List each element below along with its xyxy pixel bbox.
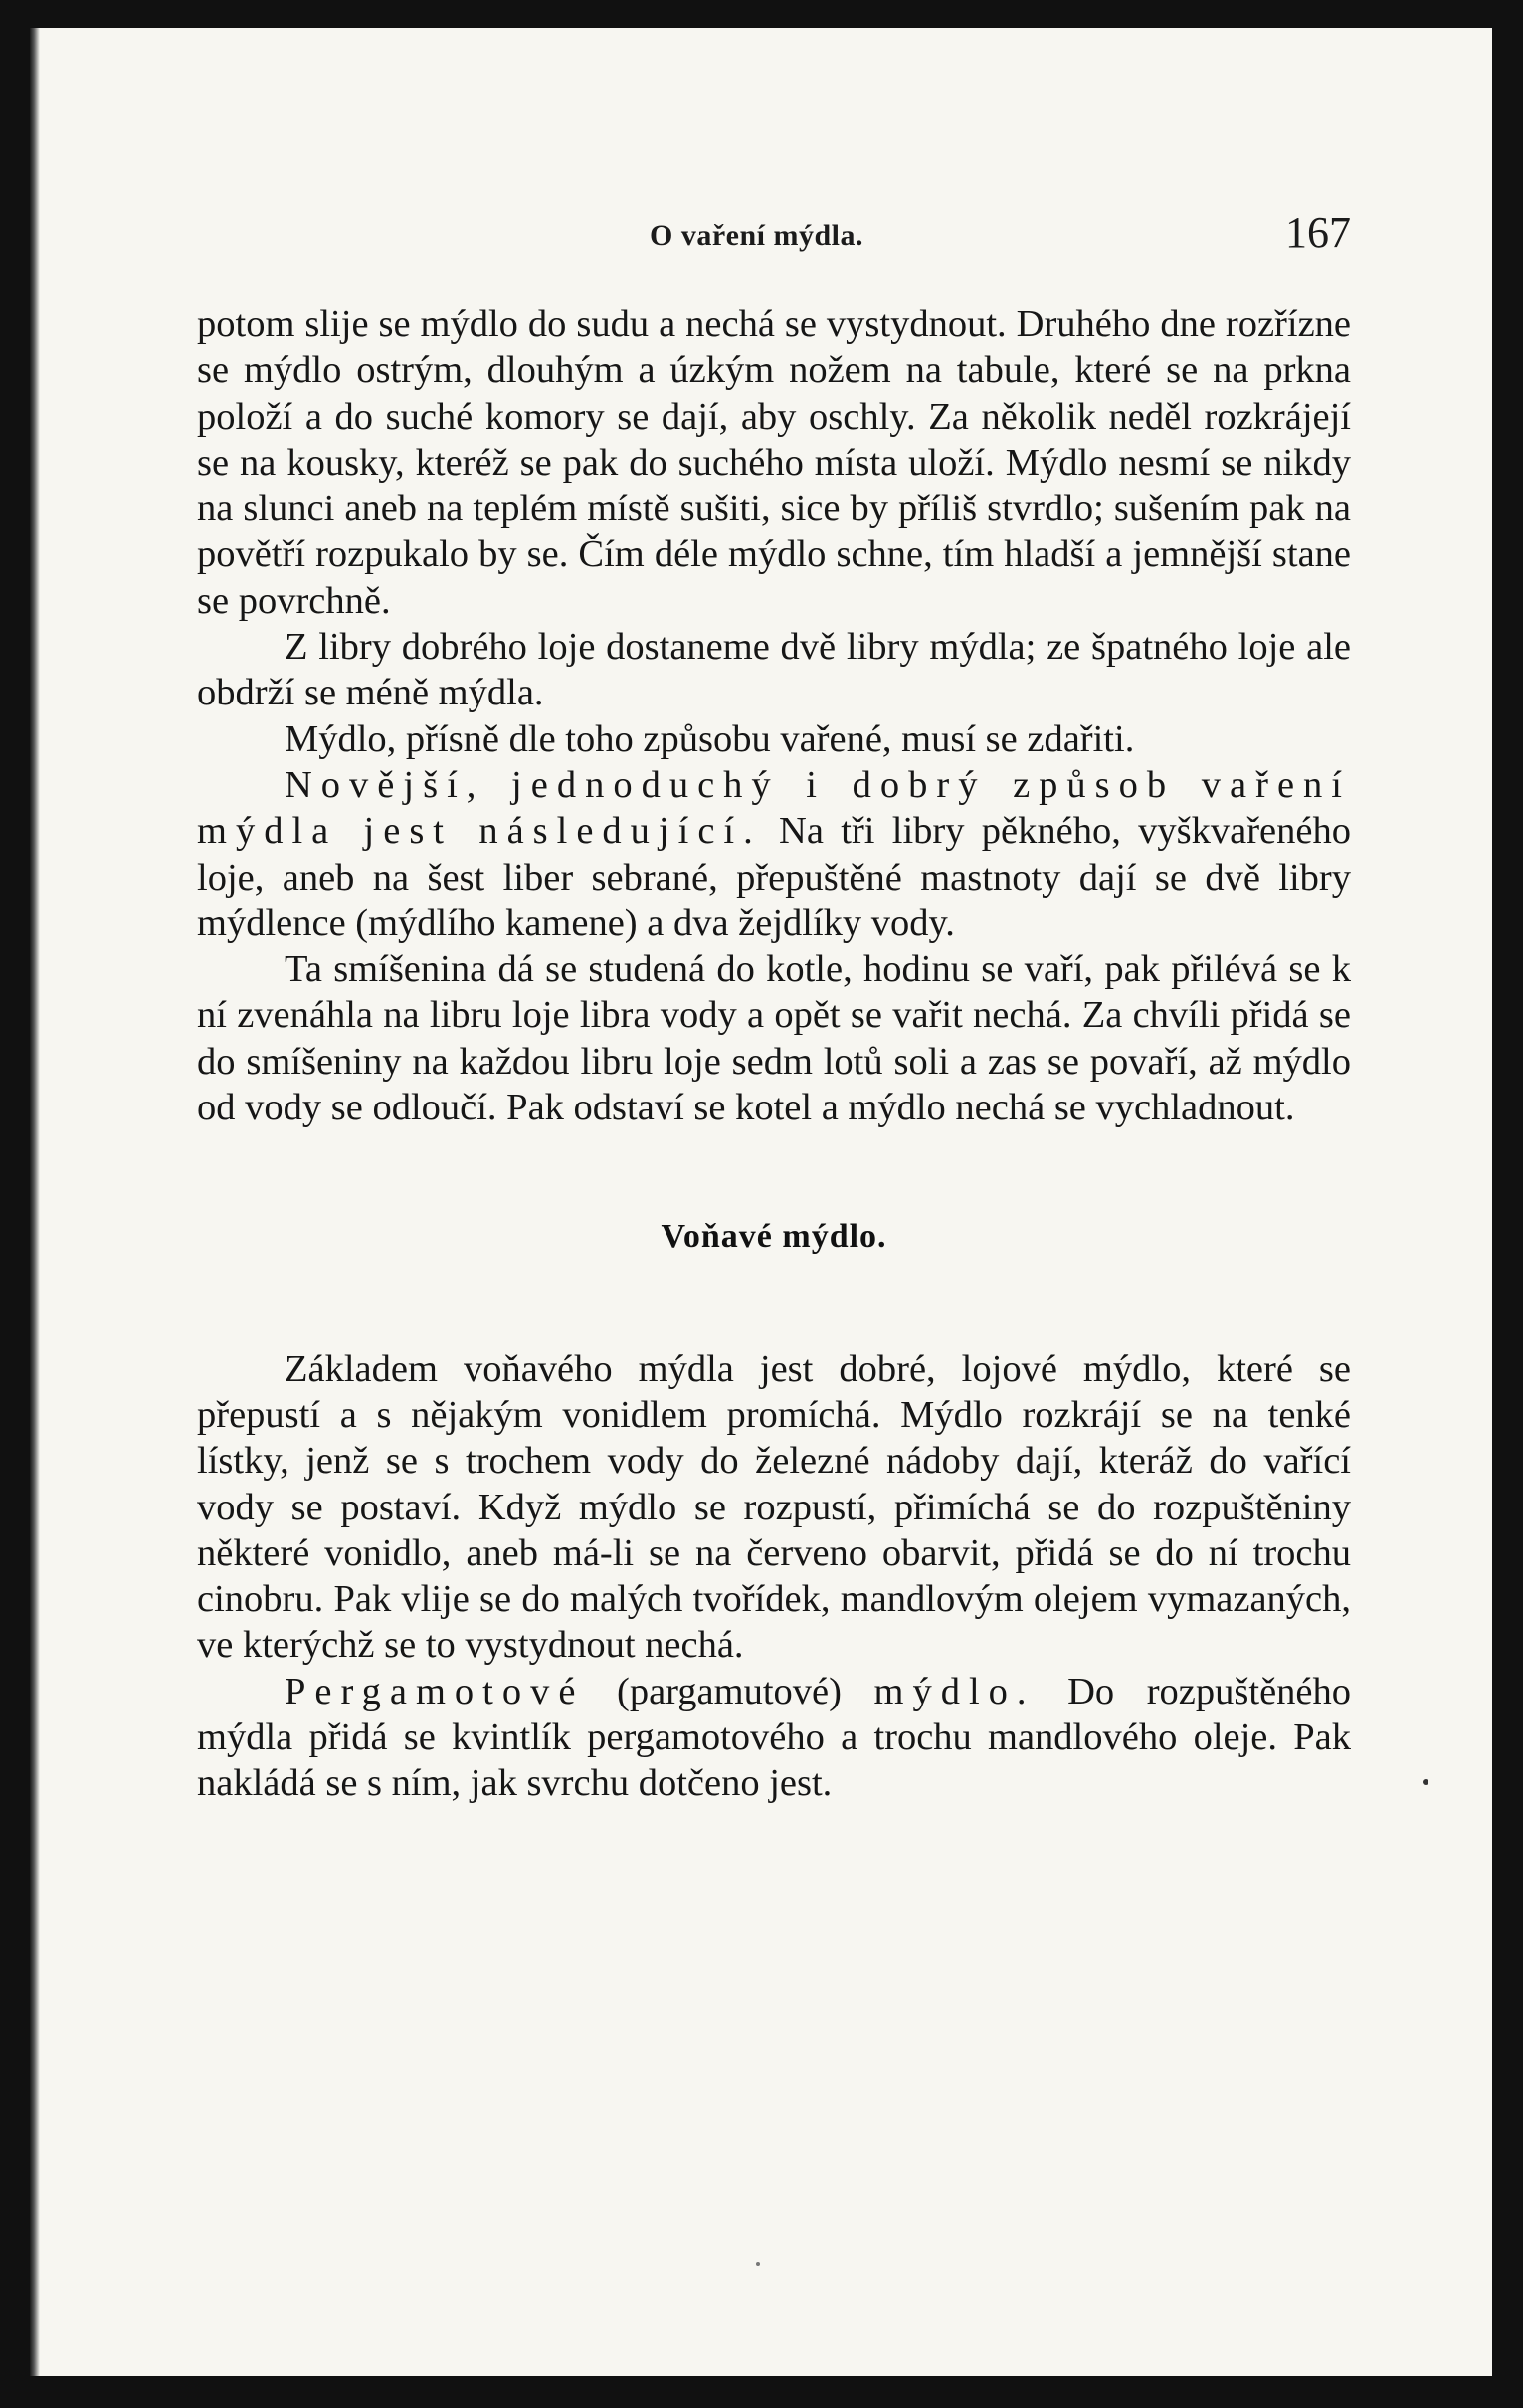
- ink-speck: [756, 2262, 760, 2266]
- paragraph-7-text: Do rozpuštěného mýdla přidá se kvintlík pergamotového a trochu mandlového oleje. Pak nakládá se s ním, jak svrchu dotčeno jest.: [197, 1670, 1351, 1805]
- paragraph-3: Mýdlo, přísně dle toho způsobu vařené, musí se zdařiti.: [285, 717, 1135, 760]
- paragraph-1: potom slije se mýdlo do sudu a nechá se vystydnout. Druhého dne rozřízne se mýdlo ostrým, dlouhým a úzkým nožem na tabule, které se na prkna položí a do suché komory se dají, aby oschly. Za několik neděl rozkrájejí se na kousky, kteréž se pak do suchého místa uloží. Mýdlo nesmí se nikdy na slunci aneb na teplém místě sušiti, sice by příliš stvrdlo; sušením pak na povětří rozpukalo by se. Čím déle mýdlo schne, tím hladší a jemnější stane se povrchně.: [197, 303, 1351, 622]
- paragraph-4-text: Na tři libry pěkného, vyškvařeného loje, aneb na šest liber sebrané, přepuštěné mastnoty dají se dvě libry mýdlence (mýdlího kamene) a dva žejdlíky vody.: [197, 810, 1351, 944]
- recipe-name-spaced-2: mýdlo.: [873, 1670, 1036, 1712]
- recipe-name-spaced: Pergamotové: [285, 1670, 585, 1712]
- running-title: O vaření mýdla.: [650, 219, 863, 252]
- section-title: Voňavé mýdlo.: [661, 1218, 887, 1256]
- paragraph-6: Základem voňavého mýdla jest dobré, lojové mýdlo, které se přepustí a s nějakým vonidlem promíchá. Mýdlo rozkrájí se na tenké lístky, jenž se s trochem vody do železné nádoby dají, kteráž do vařící vody se postaví. Když mýdlo se rozpustí, přimíchá se do rozpuštěniny některé vonidlo, aneb má-li se na červeno obarvit, přidá se do ní trochu cinobru. Pak vlije se do malých tvořídek, mandlovým olejem vymazaných, ve kterýchž se to vystydnout nechá.: [197, 1347, 1351, 1667]
- page-header: [197, 207, 1361, 267]
- recipe-title-spaced: Novější, jednoduchý i dobrý způsob vaření mýdla jest následující.: [197, 763, 1351, 853]
- body-text: [197, 301, 1351, 1807]
- paragraph-5: Ta smíšenina dá se studená do kotle, hodinu se vaří, pak přilévá se k ní zvenáhla na libru loje libra vody a opět se vařit nechá. Za chvíli přidá se do smíšeniny na každou libru loje sedm lotů soli a zas se povaří, až mýdlo od vody se odloučí. Pak odstaví se kotel a mýdlo nechá se vychladnout.: [197, 948, 1351, 1129]
- paragraph-2: Z libry dobrého loje dostaneme dvě libry mýdla; ze špatného loje ale obdrží se méně mýdla.: [197, 626, 1351, 714]
- paragraph-4: [197, 762, 1351, 946]
- page-number: 167: [1285, 208, 1351, 257]
- recipe-name-paren: (pargamutové): [617, 1670, 842, 1712]
- page-binding-edge: [30, 28, 40, 2376]
- book-page: [30, 28, 1492, 2376]
- ink-speck: [1423, 1779, 1428, 1785]
- paragraph-7: [197, 1669, 1351, 1807]
